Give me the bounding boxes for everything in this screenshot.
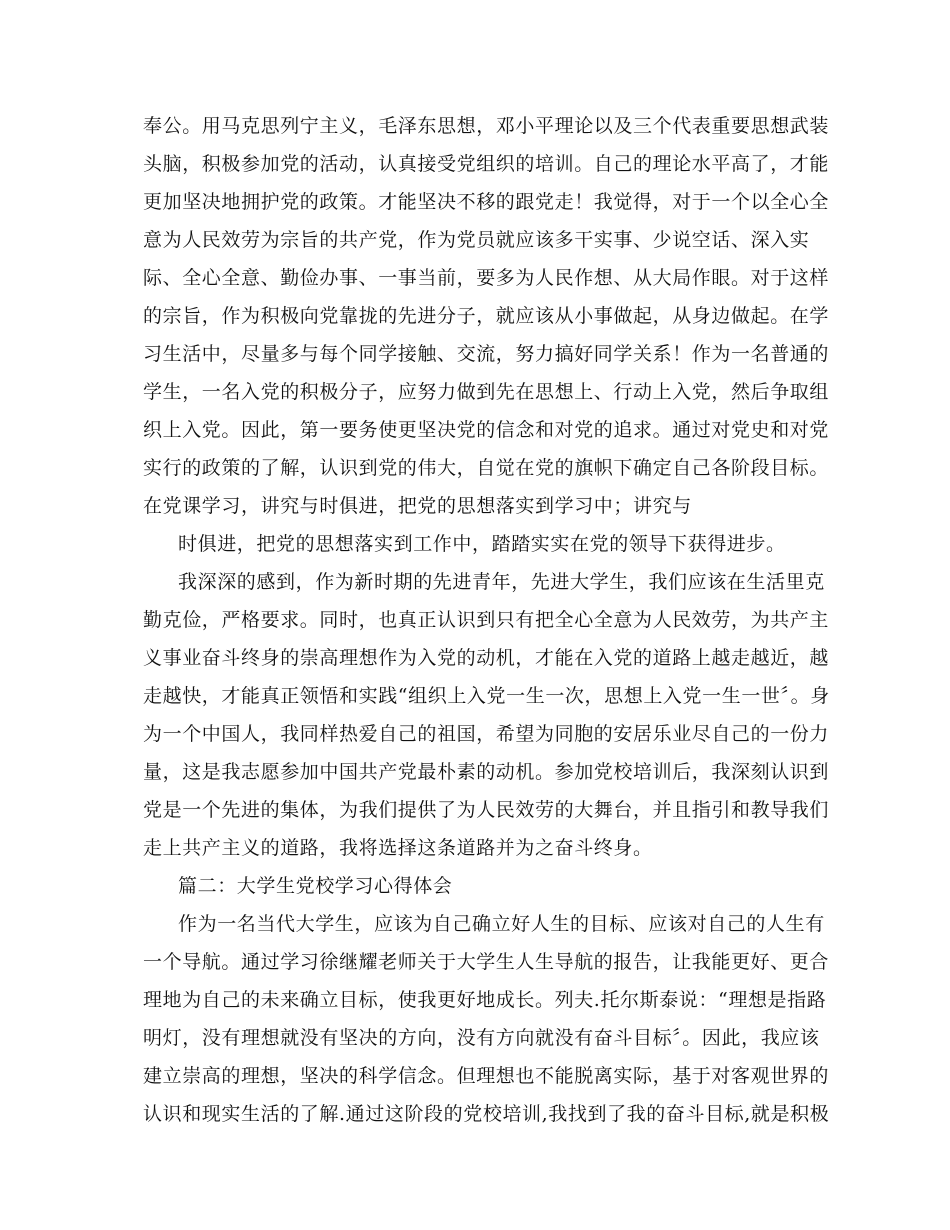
text-line: 实行的政策的了解，认识到党的伟大，自觉在党的旗帜下确定自己各阶段目标。 <box>143 457 830 479</box>
paragraph-start: 我深深的感到，作为新时期的先进青年，先进大学生，我们应该在生活里克 <box>178 571 825 593</box>
text-line: 意为人民效劳为宗旨的共产党，作为党员就应该多干实事、少说空话、深入实 <box>143 229 810 251</box>
text-line: 习生活中，尽量多与每个同学接触、交流，努力搞好同学关系！作为一名普通的 <box>143 343 830 365</box>
text-line: 头脑，积极参加党的活动，认真接受党组织的培训。自己的理论水平高了，才能 <box>143 153 830 175</box>
text-line: 际、全心全意、勤俭办事、一事当前，要多为人民作想、从大局作眼。对于这样 <box>143 267 830 289</box>
text-line: 为一个中国人，我同样热爱自己的祖国，希望为同胞的安居乐业尽自己的一份力 <box>143 723 830 745</box>
text-line: 明灯，没有理想就没有坚决的方向，没有方向就没有奋斗目标〞。因此，我应该 <box>143 1027 820 1049</box>
text-line: 织上入党。因此，第一要务使更坚决党的信念和对党的追求。通过对党史和对党 <box>143 419 830 441</box>
text-line: 义事业奋斗终身的崇高理想作为入党的动机，才能在入党的道路上越走越近，越 <box>143 647 830 669</box>
text-line: 的宗旨，作为积极向党靠拢的先进分子，就应该从小事做起，从身边做起。在学 <box>143 305 830 327</box>
text-line: 量，这是我志愿参加中国共产党最朴素的动机。参加党校培训后，我深刻认识到 <box>143 761 830 783</box>
text-line: 在党课学习，讲究与时俱进，把党的思想落实到学习中；讲究与 <box>143 495 692 517</box>
paragraph-start: 作为一名当代大学生，应该为自己确立好人生的目标、应该对自己的人生有 <box>178 913 825 935</box>
text-line: 时俱进，把党的思想落实到工作中，踏踏实实在党的领导下获得进步。 <box>178 533 786 555</box>
text-line: 认识和现实生活的了解.通过这阶段的党校培训,我找到了我的奋斗目标,就是积极 <box>143 1103 830 1125</box>
text-line: 建立崇高的理想，坚决的科学信念。但理想也不能脱离实际，基于对客观世界的 <box>143 1065 830 1087</box>
text-line: 走上共产主义的道路，我将选择这条道路并为之奋斗终身。 <box>143 837 653 859</box>
text-line: 勤克俭，严格要求。同时，也真正认识到只有把全心全意为人民效劳，为共产主 <box>143 609 830 631</box>
text-line: 更加坚决地拥护党的政策。才能坚决不移的跟党走！我觉得，对于一个以全心全 <box>143 191 830 213</box>
text-line: 学生，一名入党的积极分子，应努力做到先在思想上、行动上入党，然后争取组 <box>143 381 830 403</box>
section-heading: 篇二：大学生党校学习心得体会 <box>178 875 453 897</box>
text-line: 党是一个先进的集体，为我们提供了为人民效劳的大舞台，并且指引和教导我们 <box>143 799 830 821</box>
text-line: 走越快，才能真正领悟和实践“组织上入党一生一次，思想上入党一生一世〞。身 <box>143 685 830 707</box>
text-line: 奉公。用马克思列宁主义，毛泽东思想，邓小平理论以及三个代表重要思想武装 <box>143 115 830 137</box>
text-line: 理地为自己的未来确立目标，使我更好地成长。列夫.托尔斯泰说：“理想是指路 <box>143 989 827 1011</box>
text-line: 一个导航。通过学习徐继耀老师关于大学生人生导航的报告，让我能更好、更合 <box>143 951 830 973</box>
